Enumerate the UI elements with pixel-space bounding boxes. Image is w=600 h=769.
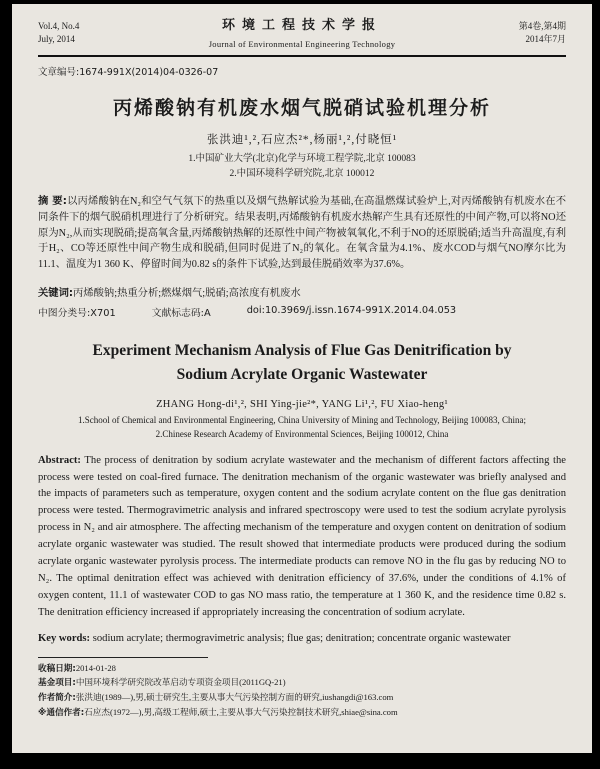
- affiliation-cn-1: 1.中国矿业大学(北京)化学与环境工程学院,北京 100083: [188, 154, 416, 165]
- abstract-text-en: The process of denitration by sodium acrylate wastewater and the mechanism of different factors affecting the process were tested on coal-fired furnace. The denitration mechanism of the organic wastewater was briefly analysed and the impacts of parameters such as temperature, oxygen content and the sodium acrylate content on the flue gas denitration process were tested. Thermogravimetric analysis and infrared spectroscopy were used to test the sodium acrylate pyrolysis process in N₂ and air atmosphere. The affecting mechanism of the temperature and oxygen content on denitration of sodium acrylate organic wastewater was studied. The result showed that intermediate products were produced during the sodium acrylate organic wastewater pyrolysis process. The intermediate products can remove NO in the flu gas by reducing NO to N₂. The optimal denitration effect was achieved with denitration efficiency of 37.6%, under the conditions of 4.1% of oxygen content, 11.1 of wastewater COD to gas NO mass ratio, the temperature at 1 360 K, and the residence time 0.82 s. The denitration efficiency increased if appropriately increasing the concentration of sodium acrylate.: [38, 454, 566, 619]
- paper-page: [12, 4, 592, 753]
- abstract-en: [38, 453, 566, 622]
- header-divider: [38, 55, 566, 57]
- keywords-en: [38, 633, 566, 644]
- funding-line: [38, 676, 566, 691]
- corresponding-author-text: 石应杰(1972—),男,高级工程师,硕士,主要从事大气污染控制技术研究,shiae@sina.com: [84, 706, 398, 717]
- keywords-text-en: sodium acrylate; thermogravimetric analysis; flue gas; denitration; concentrate organic wastewater: [92, 632, 511, 644]
- issue-date-cn: 2014年7月: [525, 34, 566, 45]
- article-title-en-line2: Sodium Acrylate Organic Wastewater: [176, 365, 428, 383]
- affiliation-en-1: 1.School of Chemical and Environmental Engineering, China University of Mining and Technology, Beijing 100083, China;: [77, 414, 527, 425]
- abstract-text-cn: 以丙烯酸钠在N₂和空气气氛下的热重以及烟气热解试验为基础,在高温燃煤试验炉上,对丙烯酸钠有机废水在不同条件下的烟气脱硝机理进行了分析研究。结果表明,丙烯酸钠有机废水热解产生具有还原性的中间产物,可以将NO还原为N₂,从而实现脱硝;提高氧含量,丙烯酸钠热解的还原性中间产物被氧氧化,不利于NO的还原脱硝;适当升高温度,有利于H₂、CO等还原性中间产物生成和脱硝,但同时促进了N₂的氧化。在氧含量为4.1%、废水COD与烟气NO摩尔比为11.1、温度为1 360 K、停留时间为0.82 s的条件下试验,达到最佳脱硝效率为37.6%。: [38, 195, 566, 271]
- header-left: [38, 20, 148, 47]
- footnotes: [38, 662, 566, 721]
- article-number: 文章编号:1674-991X(2014)04-0326-07: [38, 67, 219, 79]
- keywords-label-cn: 关键词:: [38, 286, 74, 299]
- abstract-label-en: Abstract:: [38, 454, 81, 466]
- keywords-label-en: Key words:: [38, 632, 91, 644]
- journal-header: [38, 16, 566, 50]
- received-date-label: 收稿日期:: [38, 663, 76, 674]
- author-bio-line: [38, 691, 566, 706]
- received-date-line: [38, 662, 566, 677]
- funding-text: 中国环境科学研究院改革启动专项资金项目(2011GQ-21): [75, 677, 286, 688]
- funding-label: 基金项目:: [38, 678, 76, 689]
- keywords-cn: [38, 284, 566, 299]
- author-bio-label: 作者简介:: [38, 693, 76, 704]
- doi: doi:10.3969/j.issn.1674-991X.2014.04.053: [246, 304, 457, 316]
- article-title-en-line1: Experiment Mechanism Analysis of Flue Gas Denitrification by: [92, 341, 512, 359]
- journal-title-en: Journal of Environmental Engineering Technology: [208, 38, 396, 49]
- author-bio-text: 张洪迪(1989—),男,硕士研究生,主要从事大气污染控制方面的研究,iushangdi@163.com: [75, 692, 394, 703]
- footnote-divider: [38, 657, 208, 658]
- affiliations-cn: [38, 152, 566, 182]
- keywords-text-cn: 丙烯酸钠;热重分析;燃煤烟气;脱硝;高浓度有机废水: [73, 287, 301, 299]
- abstract-label-cn: 摘 要:: [38, 194, 67, 207]
- journal-title-cn: 环境工程技术学报: [221, 18, 382, 33]
- corresponding-author-line: [38, 706, 566, 721]
- classification-line: [38, 305, 566, 319]
- article-title-cn: 丙烯酸钠有机废水烟气脱硝试验机理分析: [112, 97, 491, 120]
- volume-issue-cn: 第4卷,第4期: [518, 20, 566, 31]
- article-title-en: [38, 339, 566, 387]
- volume-issue-en: Vol.4, No.4: [38, 20, 80, 31]
- header-right: [456, 20, 566, 47]
- abstract-cn: [38, 194, 566, 274]
- authors-cn: 张洪迪¹,²,石应杰²*,杨丽¹,²,付晓恒¹: [206, 134, 398, 147]
- affiliation-en-2: 2.Chinese Research Academy of Environmental Sciences, Beijing 100012, China: [155, 428, 449, 439]
- header-center: [148, 16, 456, 50]
- authors-en: ZHANG Hong-di¹,², SHI Ying-jie²*, YANG Li¹,², FU Xiao-heng¹: [156, 398, 448, 410]
- received-date-text: 2014-01-28: [75, 662, 116, 673]
- issue-date-en: July, 2014: [38, 34, 75, 45]
- corresponding-author-label: ※通信作者:: [38, 707, 85, 718]
- document-code: 文献标志码:A: [151, 307, 211, 319]
- affiliations-en: [38, 414, 566, 442]
- affiliation-cn-2: 2.中国环境科学研究院,北京 100012: [229, 169, 375, 180]
- clc-number: 中图分类号:X701: [38, 307, 116, 319]
